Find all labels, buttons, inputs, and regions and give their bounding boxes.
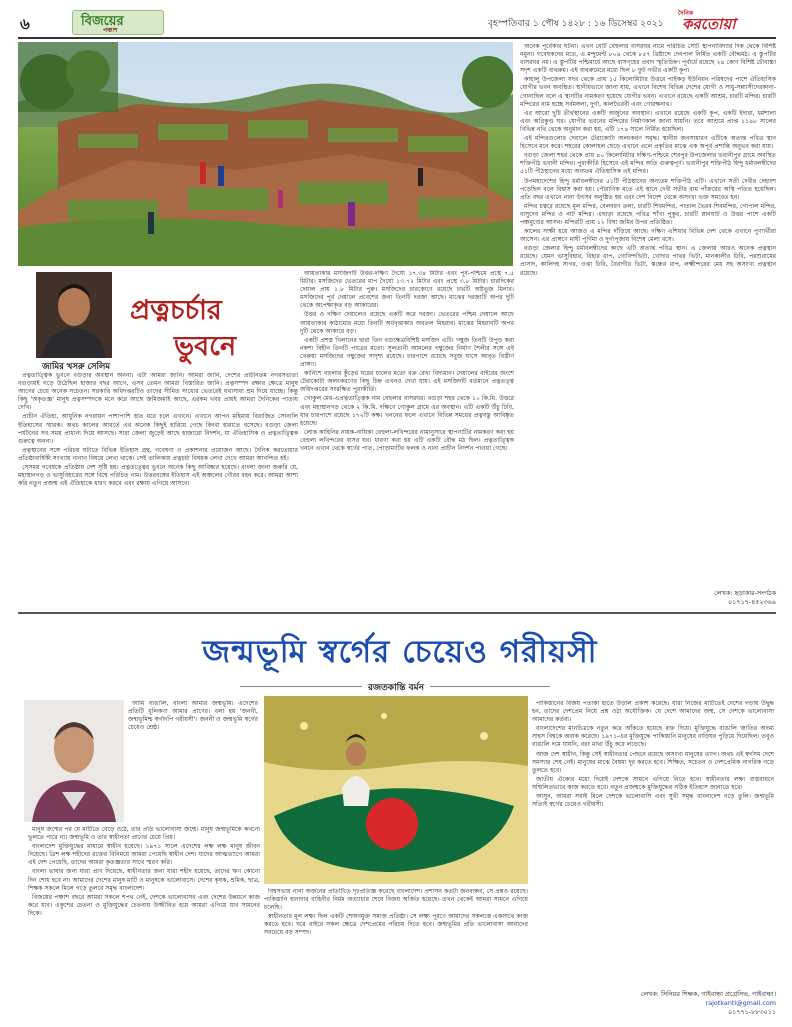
author2-portrait-image xyxy=(24,700,124,822)
page-header xyxy=(18,10,776,36)
paragraph: বাংলা ভাষার জন্য যারা প্রাণ দিয়েছে, স্বাধীনতার জন্য যারা শহীদ হয়েছে, তাদের ঋণ কোনো দিন শোধ হবে না। আমাদের দেশের মানুষ মাটি ও মানুষকে ভালোবাসে। দেশের কৃষক, শ্রমিক, ছাত্র, শিক্ষক সকলে মিলে গড়ে তুলবে সমৃদ্ধ বাংলাদেশ। xyxy=(28,868,260,892)
paragraph: একটি প্রশস্ত খিলানের দ্বারা তিন বগুক্ষেত্রবিশিষ্ট মসজিদ এটি। গম্বুজ তিনটি উপুড় করা নকশা বিহীন তিনটি পাত্রের মতো। সুলতানী আমলের গম্বুজের নির্মাণ শৈলীর সঙ্গে এই খেরুয়া মসজিদের গম্বুজের সাদৃশ্য রয়েছে। চারপাশে রয়েছে সবুজ ঘাসে আবৃত বিস্তীর্ণ প্রাঙ্গণ। xyxy=(300,336,514,369)
paragraph: প্রত্নতাত্ত্বিক ভুবনে বগুড়ার অবস্থান অনন্য। এটা আমরা জানি। আমরা জানি, দেশের প্রাচীনতম নগরসভ্যতা বগুড়ায়ই গড়ে উঠেছিল হাজার বছর আগে, এসব তেমন আমরা বিস্তারিত জানি। প্রত্নসম্পদ রক্ষার ক্ষেত্রে মানুষ আগের চেয়ে অনেক সচেতন। সরকারি অধিদপ্তরটিও তাদের সীমিত সাধ্যের ভেতরেই যথাসাধ্য শ্রম দিয়ে যাচ্ছে। কিন্তু কিছু 'অকৃতজ্ঞ' মানুষ প্রত্নসম্পদকে মনে করে আছে জমিজমাই আছে, এরকম খবর প্রায়ই আমরা দৈনিকের পাতায় দেখি। xyxy=(18,372,298,412)
paragraph: বাংলাদেশ মুক্তিযুদ্ধের মাধ্যমে স্বাধীন হয়েছে। ১৯৭১ সালে এদেশের লক্ষ লক্ষ মানুষ জীবন দিয়েছে। ত্রিশ লক্ষ শহীদের রক্তের বিনিময়ে আমরা পেয়েছি স্বাধীন দেশ। যাদের আত্মত্যাগে আমরা এই দেশ পেয়েছি, তাদের আমরা কৃতজ্ঞতার সাথে স্মরণ করি। xyxy=(28,843,260,867)
writer-phone: ০১৭১৭-৪৫২৩৬৯ xyxy=(728,597,776,606)
newspaper-logo xyxy=(678,8,774,34)
paragraph: জাতীয় ঐক্যের মধ্যে দিয়েই দেশকে সামনে এগিয়ে নিতে হবে। স্বাধীনতার লক্ষ্য বাস্তবায়নে সম্মিলিতভাবে কাজ করতে হবে। নতুন প্রজন্মকে মুক্তিযুদ্ধের সঠিক ইতিহাস জানাতে হবে। xyxy=(532,775,774,791)
date-line: বৃহস্পতিবার ১ পৌষ ১৪২৮ : ১৬ ডিসেম্বর ২০২১ xyxy=(488,19,664,29)
article2-column-middle xyxy=(264,888,528,1018)
paragraph: প্রাচীন ঐতিহ্য, আধুনিক নগরায়ন পাশাপাশি হাত ধরে চলে এখানে। এখানে আপন মহিমায় বিরাজিত সোনালি ইতিহাসের স্মারক। অথচ কালের আবর্তে এর অনেক কিছুই হারিয়ে গেছে কিংবা হারাতে বসেছে। বগুড়া জেলা পর্যটনের সব সময় প্রাধান্য দিয়ে আসছে। সারা জেলা জুড়েই আছে হাজারো নিদর্শন, যা ঐতিহাসিক ও প্রত্নতাত্ত্বিক গুরুত্বে অনন্য। xyxy=(18,413,298,445)
byline-name: রজতকান্তি বর্মন xyxy=(362,683,430,693)
paragraph: আসুন, আমরা সবাই মিলে দেশকে ভালোবাসি এবং সুখী সমৃদ্ধ বাংলাদেশ গড়ে তুলি। জন্মভূমি সত্যিই স্বর্গের চেয়েও গরীয়সী। xyxy=(532,793,774,809)
supplement-subtitle: পঞ্চাশ xyxy=(103,27,118,34)
newspaper-daily-label: দৈনিক xyxy=(678,10,694,17)
headline-line-2: ভুবনে xyxy=(174,331,237,362)
paragraph: কালের সাক্ষী হয়ে আজও এ মন্দির দাঁড়িয়ে আছে। দক্ষিণ এশিয়ার বিভিন্ন দেশ থেকে এখানে পুণ্যার্থীরা আসেন। এর প্রাঙ্গণে মাঘী পূর্ণিমা ও দুর্গাপূজায় বিশেষ মেলা বসে। xyxy=(520,228,776,244)
author-name: জামির খসরু সেলিম xyxy=(41,362,111,372)
paragraph: মানুষ জন্মের পর যে মাটিতে বেড়ে ওঠে, তার প্রতি ভালোবাসা জন্মে। মানুষ জন্মভূমিকে কখনো ভুলতে পারে না। জন্মভূমি ও তার স্বাধীনতা প্রাণের চেয়ে প্রিয়। xyxy=(28,826,260,842)
article-column-a xyxy=(18,372,298,608)
headline-line-1: প্রত্নচর্চার xyxy=(130,295,222,326)
paragraph: বিজয়ের পঞ্চাশ বছরে আমরা সকলে শপথ নেই, দেশকে ভালোবাসব এবং দেশের উন্নয়নে কাজ করে যাব। একুশের চেতনা ও মুক্তিযুদ্ধের চেতনায় উজ্জীবিত হয়ে আমরা এগিয়ে যাব সামনের দিকে। xyxy=(28,893,260,917)
flag-child-photo xyxy=(264,696,528,884)
supplement-title: বিজয়ের xyxy=(81,14,124,29)
author2-credit xyxy=(532,990,776,1017)
supplement-logo xyxy=(72,10,164,35)
article-column-right xyxy=(520,43,776,603)
paragraph: বিশ্বসভায় নানা অর্জনের প্রতিটিতে দৃঢ়প্রতিজ্ঞ করেছে বাংলাদেশ। প্রশাসন কতটা জনবান্ধব, সে প্রশ্নও রয়েছে। পাকিস্তানি হানাদার বাহিনীর নির্মম অত্যাচার শেষে বিজয় অর্জিত হয়েছে। তখন থেকেই আমরা সামনে এগিয়ে চলেছি। xyxy=(264,888,528,912)
paragraph: উপমহাদেশের হিন্দু ধর্মাবলম্বীদের ৫১টি পীঠস্থানের অন্যতম শক্তিপীঠ এটি। এখানে সতী দেবীর দেহাংশ পড়েছিল বলে বিশ্বাস করা হয়। পৌরাণিক মতে এই স্থানে দেবী সতীর বাম পাঁজরের অস্থি পতিত হয়েছিল। প্রতি বছর এখানে নানা উৎসব অনুষ্ঠিত হয় এবং দেশ বিদেশ থেকে অসংখ্য ভক্ত সমবেত হন। xyxy=(520,177,776,201)
mound-landscape-image xyxy=(18,42,513,266)
header-rule xyxy=(18,37,776,39)
writer-credit xyxy=(520,589,776,607)
paragraph: এর আরো দুটি তীর্থস্থানের একটি অর্জুনের অবস্থান। এখানে রয়েছে একটি কূপ, একটি ইদারা, ধর্মশালা এবং অগ্নিকুণ্ড ঘর। যোগীর ভবনের মন্দিরের নির্মাণকাল জানা যায়নি। তবে আশ্রমে প্রাপ্ত ১১৯৮ সালের বিভিন্ন নথি থেকে অনুমান করা হয়, এটি ১৭৪ সালে নির্মিত হয়েছিল। xyxy=(520,109,776,133)
paragraph: কাহালু উপজেলা সদর থেকে প্রায় ১৫ কিলোমিটার উত্তরে পাইকড় ইউনিয়ন পরিষদের পাশে ঐতিহাসিক যোগীর ভবন অবস্থিত। স্থানীয়ভাবে জানা যায়, এখানে বিশেষ বিভিন্ন দেশের যোগী ও সাধু-সন্ন্যাসীদেরকানা-গোনাছিল বলে এ স্থানটির নামকরণ হয়েছে যোগীর ভবন। এখানে রয়েছে একটি আশ্রম, চারটি মন্দির। চারটি মন্দিরের নাম হচ্ছে সর্বমঙ্গলা, দুর্গা, কালভৈরবী এবং গোরক্ষনাথ। xyxy=(520,76,776,108)
paragraph: প্রত্নস্থানের সঙ্গে পরিচয় ঘটাতে বিভিন্ন ইতিহাস গ্রন্থ, গবেষণা ও প্রকাশনার প্রয়োজন আছে। দৈনিক করতোয়ার প্রতিষ্ঠাবার্ষিকী সংখ্যায় নানান বিষয়ে লেখা থাকে। সেই তালিকায় প্রত্নচর্চা বিষয়ক লেখা দেখে আমরা আনন্দিত হই। xyxy=(18,446,298,462)
paragraph: অনেক পূর্বেকার ঘটনা। এখন যেটি বেহুলার বাসরঘর নামে পরিচিত সেটি স্থাপনাবিদ্যার দিক থেকে বিশিষ্ট নমুনা। গবেষকদের মতে, এ মন্দুমেণ্ট ৮০৯ থেকে ৮৫৭ খ্রিষ্টাব্দে দেবপাল নির্মিত একটি বৌদ্ধমঠ। এ স্তুপটির বাসরঘর নয়। এ স্তুপটির পশ্চিমার্ধে আছে বাসগৃহের প্রবাদ স্মৃতিচিহ্ন। পূর্বার্ধে রয়েছে ২৪ কোণ বিশিষ্ট চৌবাচ্চা সদৃশ একটি বাথরুম। এই বাথরুমেরে মধ্যে ছিল ৮ ফুট গভীর একটি কূপ। xyxy=(520,43,776,75)
article-column-b xyxy=(300,270,514,608)
author-portrait-image xyxy=(36,272,112,358)
article2-column-right xyxy=(532,700,774,990)
story-headline xyxy=(130,290,298,370)
paragraph: লোক কাহিনির নায়ক-নায়িকা বেহুলা-লখিন্দরের নামানুসারে স্থাপনাটির নামকরণ করা হয় বেহুলা লখিন্দরের বাসর ঘর। ধারণা করা হয় এটি একটি বৌদ্ধ মঠ ছিল। প্রত্নতাত্ত্বিক খননে এখান থেকে স্বর্ণের পাত, পোড়ামাটির ফলক ও নানা প্রাচীন নিদর্শন পাওয়া গেছে। xyxy=(300,428,514,452)
paragraph: বগুড়া জেলা শহর থেকে প্রায় ৪০ কিলোমিটার দক্ষিণ-পশ্চিমে শেরপুর উপজেলার ভবানীপুর গ্রামে অবস্থিত শক্তিপীঠ ভবানী মন্দির। পুরাকীর্তি হিসেবে এই মন্দির অতি গুরুত্বপূর্ণ। ভবানীপুর শক্তিপীঠ হিন্দু ধর্মাবলম্বীদের ৫১টি পীঠস্থানের মধ্যে অন্যতম ঐতিহাসিক এই মন্দির। xyxy=(520,152,776,176)
newspaper-name: করতোয়া xyxy=(682,15,736,33)
paragraph: এই মন্দিরগুলোর দেয়ালে টেরাকোটা অলংকরণ সমৃদ্ধ। স্থানীয় জনসাধারণ এটিকে অত্যন্ত পবিত্র স্থান হিসেবে মনে করে। শহরের কোলাহল ছেড়ে এখানে এলে প্রকৃতির মাঝে এক অপূর্ব প্রশান্তি অনুভব করা যায়। xyxy=(520,135,776,151)
article2-column-left xyxy=(28,826,260,1018)
paragraph: আমি বাঙালি, বাংলা আমার জন্মভূমি। এদেশের প্রতিটি ধূলিকণা আমার প্রাণের। বলা হয় 'জননী, জন্মভূমিশ্চ স্বর্গাদপি গরীয়সী'। জননী ও জন্মভূমি স্বর্গের চেয়েও শ্রেষ্ঠ। xyxy=(128,700,258,732)
author-photo xyxy=(36,272,112,358)
archaeological-site-photo xyxy=(18,42,513,266)
author2-title: লেখক: সিনিয়র শিক্ষক, গাইবান্ধা প্রগ্রেসিভ, গাইবান্ধা। xyxy=(640,990,776,998)
story2-headline: জন্মভূমি স্বর্গের চেয়েও গরীয়সী xyxy=(202,634,598,670)
author2-phone: ০১৭৭১-৮৮৩০১১ xyxy=(728,1007,776,1016)
story2-byline xyxy=(296,680,496,695)
paragraph: বগুড়া জেলার হিন্দু ধর্মাবলম্বীদের কাছে এটি অত্যন্ত পবিত্র স্থান। এ জেলায় আরও অনেক প্রত্নস্থান রয়েছে। যেমন ভাসুবিহার, বিহার ধাপ, গোবিন্দভিটা, খোদার পাথর ভিটা, মানকালীর ঢিবি, পরশুরামের প্রাসাদ, কালিদহ সাগর, ওঝা ঢিবি, বৈরাগীর ভিটা, স্কন্ধের ধাপ, লক্ষ্মীন্দরের মেধ সহ অসংখ্য প্রত্নস্থান রয়েছে। xyxy=(520,245,776,277)
section-divider xyxy=(18,612,776,614)
paragraph: স্বাধীনতার মূল লক্ষ্য ছিল একটি শোষণমুক্ত সমাজ প্রতিষ্ঠা। সে লক্ষ্য পূরণে আমাদের সকলকে একসাথে কাজ করতে হবে। ঘরে বাইরে সকল ক্ষেত্রে দেশপ্রেমের পরিচয় দিতে হবে। জন্মভূমির প্রতি ভালোবাসা আমাদের সবচেয়ে বড় সম্পদ। xyxy=(264,913,528,937)
writer-title: লেখক: ছড়াকার-সংগঠক xyxy=(714,589,776,597)
paragraph: আয়তাকার মসজিদটি উত্তর-দক্ষিণ দৈর্ঘ্যে ১৭.৩৪ মিটার এবং পূর্ব-পশ্চিমে প্রস্থে ৭.৫ মিটার। মসজিদের ভেতরের মাপ দৈর্ঘ্যে ১৩.৭২ মিটার এবং প্রস্থে ৩.৮ মিটার। চারদিকের দেয়াল প্রায় ১.৮ মিটার পুরু। মসজিদের চারকোণে রয়েছে চারটি অষ্টভুজ মিনার। মসজিদের পূর্ব দেয়ালে প্রবেশের জন্য তিনটি দরজা আছে। মাঝের দরজাটি অপর দুটি থেকে অপেক্ষাকৃত বড় আকারের। xyxy=(300,270,514,310)
paragraph: পাকিস্তানের বিজয় পতাকা হাতে উড়াল প্রকাশ করেছে। যারা নিজের মাটিতেই দেশের গড়ায় উদ্বুদ্ধ হন, তাদের দেশপ্রেম নিয়ে প্রশ্ন ওঠা অযৌক্তিক। যে দেশে আমাদের জন্ম, সে দেশকে ভালোবাসা আমাদের কর্তব্য। xyxy=(532,700,774,724)
author2-photo xyxy=(24,700,124,822)
paragraph: সেসময় গবেষকে প্রতিষ্ঠায় দেশ সৃষ্টি হয়। প্রত্নতত্ত্বের ভুবনে অনেক কিছু আবিষ্কার হয়েছে। বাংলা জানা জরুরি যে, মহাস্থানগড় ও ভাসুবিহারের সঙ্গে বিশ্বে পরিচিত নাম। উত্তরবঙ্গের ইতিহাস এই অঞ্চলের গৌরব বহন করে। আমরা আশা করি নতুন প্রজন্ম এই ঐতিহ্যকে ধারণ করবে এবং রক্ষায় এগিয়ে আসবে। xyxy=(18,464,298,488)
paragraph: উত্তর ও দক্ষিণ দেয়ালেও রয়েছে একটি করে দরজা। ভেতরের পশ্চিম দেয়ালে আছে আয়তাকার কাঠামোর মধ্যে তিনটি অর্ধবৃত্তাকার অবতল মিহরাব। মাঝের মিহরাবটি অপর দুটি থেকে আকারে বড়। xyxy=(300,311,514,335)
paragraph: কার্নিশে বাংলার কুঁড়ের ঘরের চালের মতো বক্র রেখা বিদ্যমান। দেয়ালের বাইরের অংশে টেরাকোটা অলংকরণের কিছু চিহ্ন এখনও দেখা যায়। এই মসজিদটি বর্তমানে প্রত্নতত্ত্ব অধিদপ্তরের সংরক্ষিত পুরাকীর্তি। xyxy=(300,370,514,394)
paragraph: গোকুল মেধ-এপ্রত্নতাত্ত্বিক নাম বেহুলার বাসরঘর। বগুড়া শহর থেকে ১০ কি.মি. উত্তরে এবং মহাস্থানগড় থেকে ২ কি.মি. দক্ষিণে গোকুল গ্রামে এর অবস্থান। এটি একটি উঁচু ঢিবি, যার চারপাশে রয়েছে ১৭২টি কক্ষ। খননের ফলে এখানে বিভিন্ন সময়ের প্রত্নবস্তু আবিষ্কৃত হয়েছে। xyxy=(300,395,514,427)
paragraph: আজ দেশ স্বাধীন, কিন্তু সেই স্বাধীনতার পেছনে রয়েছে অসংখ্য মানুষের ত্যাগ। অথচ এই স্বর্গসম দেশে সমস্যার শেষ নেই। মানুষের মাঝে বৈষম্য দূর করতে হবে। শিক্ষিত, সচেতন ও দেশপ্রেমিক নাগরিক গড়ে তুলতে হবে। xyxy=(532,750,774,774)
article2-column-intro xyxy=(128,700,258,824)
paragraph: বাংলাদেশের মানচিত্রকে নতুন করে আঁকতে হয়েছে রক্ত দিয়ে। মুক্তিযুদ্ধে বাঙালি জাতির অদম্য সাহস বিশ্বকে অবাক করেছে। ১৯৭১-এর মুক্তিযুদ্ধে পাকিস্তানি মানুষের বাড়িঘর পুড়িয়ে দিয়েছিল। তবুও বাঙালি দমে যায়নি, বরং মাথা উঁচু করে লড়েছে। xyxy=(532,725,774,749)
bangladesh-flag-field-image xyxy=(264,696,528,884)
page-number: ৬ xyxy=(20,15,30,33)
paragraph: মন্দির চত্বরে রয়েছে মূল মন্দির, বেলবরণ তলা, চারটি শিবমন্দির, পাতাল ভৈরব শিবমন্দির, গোপাল মন্দির, বাসুদেব মন্দির ও নাট মন্দির। এছাড়া রয়েছে পবিত্র শাঁখা পুকুর, চারটি স্নানঘাট ও উত্তর পাশে একটি পঞ্চমুণ্ডের আসন। মন্দিরটি প্রায় ১২ বিঘা জমির উপর প্রতিষ্ঠিত। xyxy=(520,202,776,226)
author2-email[interactable]: rajotkanti@gmail.com xyxy=(705,998,776,1007)
